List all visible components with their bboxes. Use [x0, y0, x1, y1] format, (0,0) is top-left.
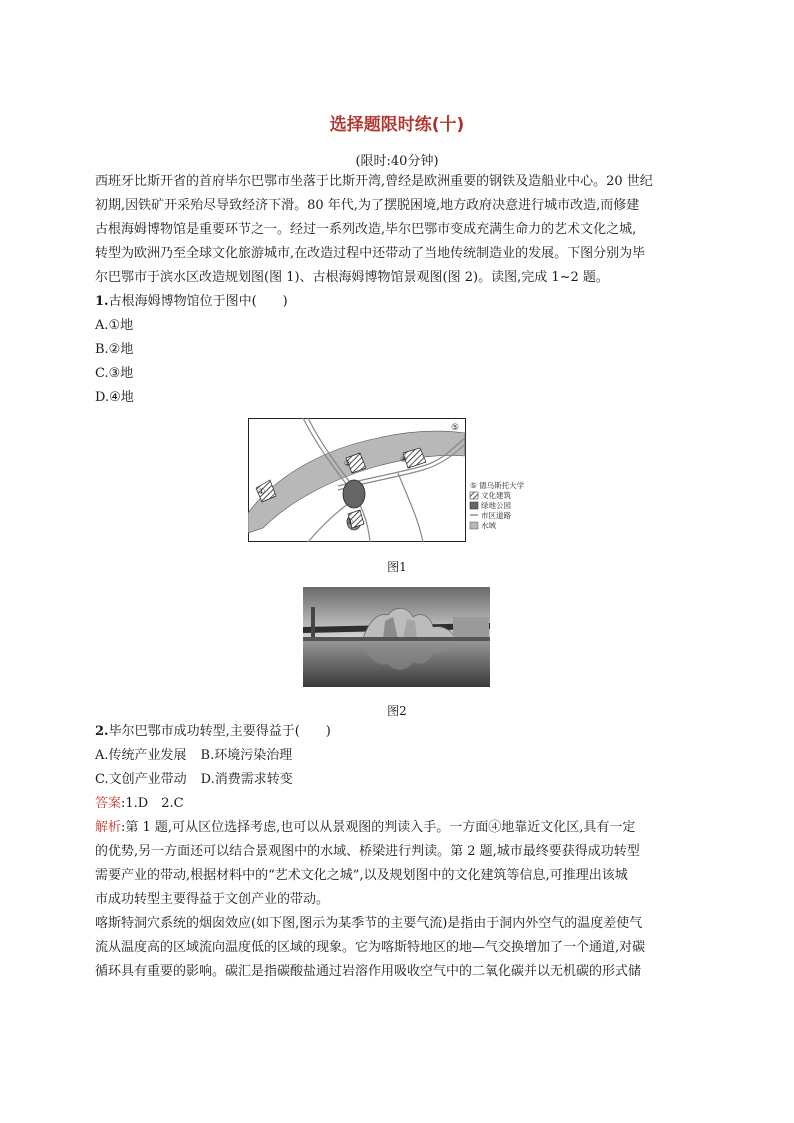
option-b: B.②地 [95, 342, 134, 357]
answer-line [95, 792, 184, 816]
option-d: D.消费需求转变 [200, 772, 293, 787]
option-c: C.③地 [95, 366, 134, 381]
text-line: 初期,因铁矿开采殆尽导致经济下滑。80 年代,为了摆脱困境,地方政府决意进行城市改造,而修建 [95, 198, 640, 213]
text-line: 的优势,另一方面还可以结合景观图中的水域、桥梁进行判读。第 2 题,城市最终要获得成功转型 [95, 844, 640, 859]
legend-park: 绿地公园 [481, 501, 511, 510]
question-number: 2. [95, 724, 109, 739]
options-row-1 [95, 744, 292, 768]
answer-label: 答案 [95, 796, 122, 811]
analysis-paragraph [95, 816, 705, 912]
question-1 [95, 290, 288, 314]
legend-cultural: 文化建筑 [481, 491, 511, 500]
marker-4: ④ [400, 455, 408, 464]
text-line: 转型为欧洲乃至全球文化旅游城市,在改造过程中还带动了当地传统制造业的发展。下图分别为毕 [95, 246, 646, 261]
legend-university: ⑤ 德乌斯托大学 [470, 481, 525, 490]
figure-1-map [248, 418, 544, 542]
time-limit: (限时:40分钟) [355, 154, 439, 169]
text-line: 需要产业的带动,根据材料中的“艺术文化之城”,以及规划图中的文化建筑等信息,可推理出该城 [95, 868, 628, 883]
text-line: 市成功转型主要得益于文创产业的带动。 [95, 892, 330, 907]
legend-road: 市区道路 [481, 511, 511, 520]
text-line: 循环具有重要的影响。碳汇是指碳酸盐通过岩溶作用吸收空气中的二氧化碳并以无机碳的形式储 [95, 964, 642, 979]
text-line: 流从温度高的区域流向温度低的区域的现象。它为喀斯特地区的地—气交换增加了一个通道,对碳 [95, 940, 646, 955]
question-2 [95, 720, 331, 744]
question-stem: 毕尔巴鄂市成功转型,主要得益于( ) [108, 724, 331, 739]
option-a: A.①地 [95, 318, 134, 333]
marker-2: ② [344, 459, 352, 468]
bridge-tower [311, 607, 315, 637]
green-park [343, 480, 365, 508]
text-line: 古根海姆博物馆是重要环节之一。经过一系列改造,毕尔巴鄂市变成充满生命力的艺术文化之城, [95, 222, 637, 237]
marker-1: ① [258, 487, 266, 496]
legend-swatch [470, 522, 478, 529]
text-line: 西班牙比斯开省的首府毕尔巴鄂市坐落于比斯开湾,曾经是欧洲重要的钢铁及造船业中心。20 世纪 [95, 174, 653, 189]
marker-3: ③ [346, 517, 354, 526]
figure-1-caption: 图1 [387, 560, 407, 574]
legend-swatch [470, 502, 478, 509]
analysis-label: 解析 [95, 820, 122, 835]
option-d: D.④地 [95, 390, 134, 405]
question-stem: 古根海姆博物馆位于图中( ) [108, 294, 288, 309]
text-line: 尔巴鄂市于滨水区改造规划图(图 1)、古根海姆博物馆景观图(图 2)。读图,完成 1~2 题。 [95, 270, 609, 285]
option-a: A.传统产业发展 [95, 748, 187, 763]
marker-5: ⑤ [451, 423, 460, 433]
intro-paragraph [95, 170, 705, 290]
text-line: 喀斯特洞穴系统的烟囱效应(如下图,图示为某季节的主要气流)是指由于洞内外空气的温度差使气 [95, 916, 643, 931]
city-building [453, 617, 489, 639]
answer-text: :1.D 2.C [121, 796, 184, 811]
legend-water: 水域 [481, 521, 496, 530]
text-line: :第 1 题,可从区位选择考虑,也可以从景观图的判读入手。一方面④地靠近文化区,具有一定 [121, 820, 636, 835]
question-number: 1. [95, 294, 109, 309]
legend-swatch [470, 492, 478, 499]
figure-2-caption: 图2 [387, 704, 407, 718]
options-row-2 [95, 768, 293, 792]
figure-2-photo [303, 587, 490, 687]
map-legend [470, 480, 525, 530]
option-b: B.环境污染治理 [200, 748, 293, 763]
karst-paragraph [95, 912, 705, 984]
page-title: 选择题限时练(十) [329, 115, 465, 135]
option-c: C.文创产业带动 [95, 772, 187, 787]
